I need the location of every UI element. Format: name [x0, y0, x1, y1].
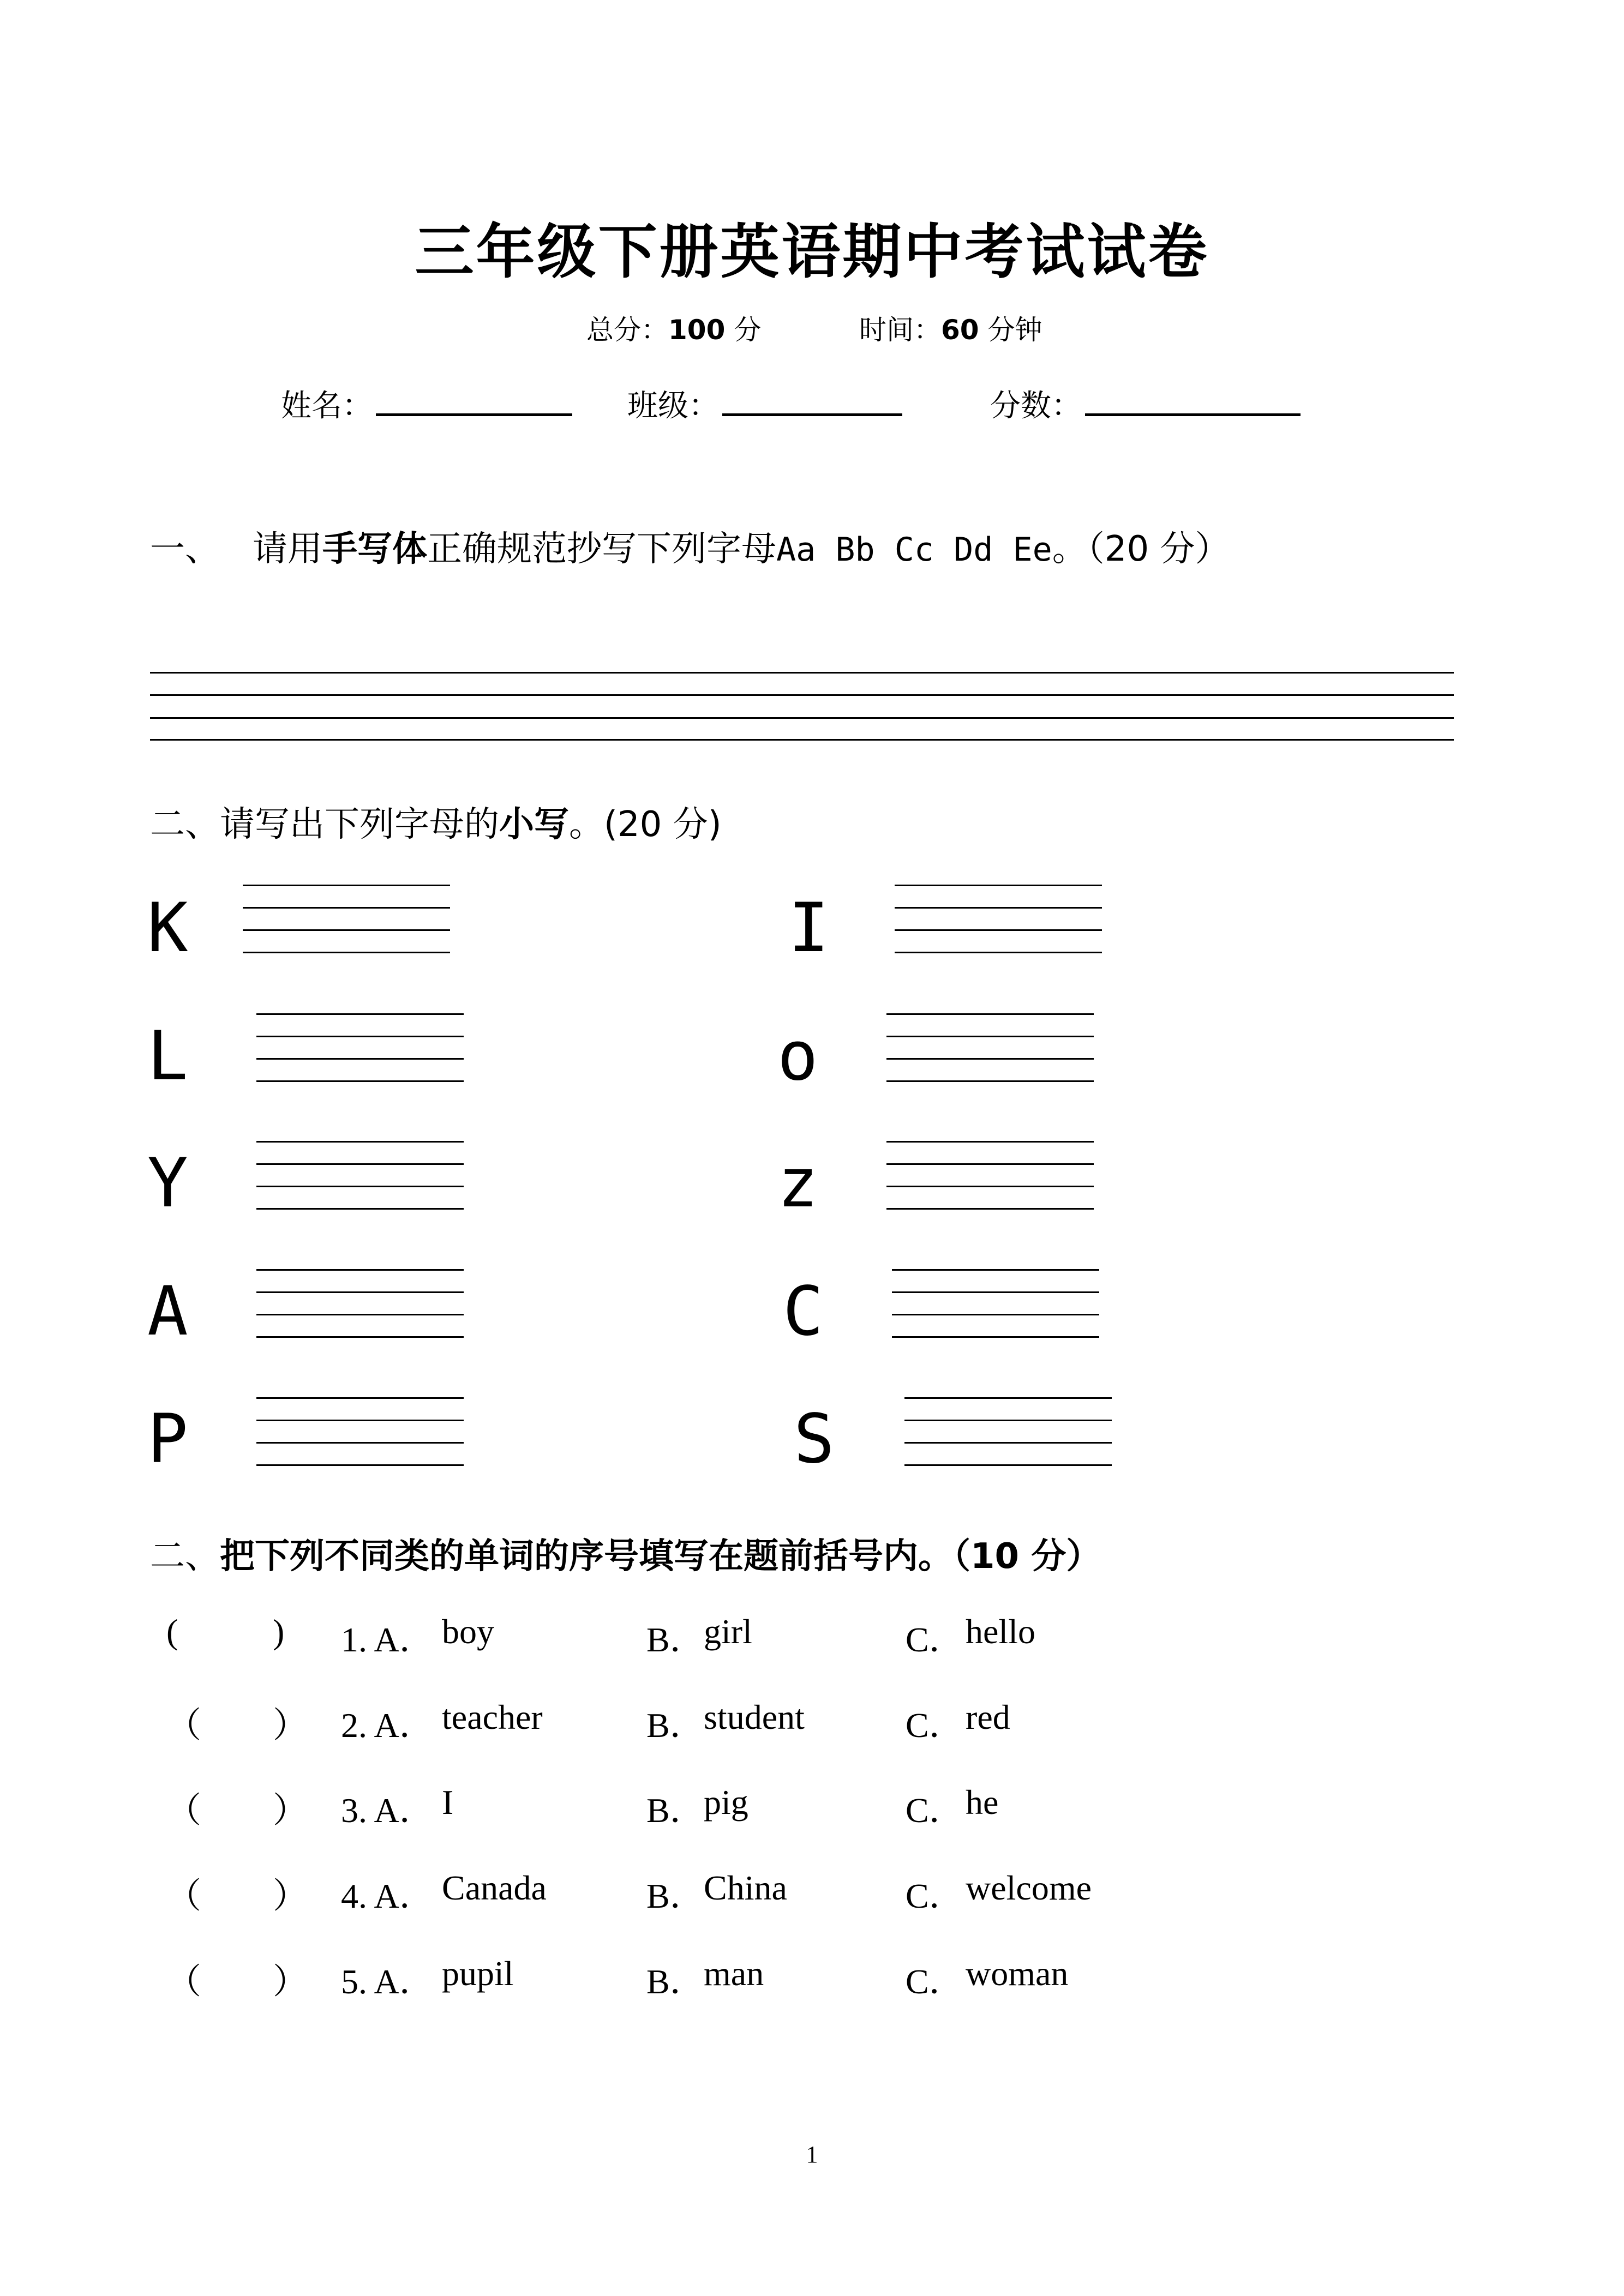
option-b: pig — [704, 1783, 748, 1822]
option-c-label: C． — [906, 1962, 964, 2001]
class-label: 班级： — [627, 388, 719, 424]
writing-line — [886, 1163, 1094, 1165]
writing-line — [892, 1269, 1099, 1271]
writing-line — [256, 1013, 464, 1015]
option-b-label: B． — [646, 1706, 705, 1745]
uppercase-letter: A — [147, 1272, 188, 1351]
writing-line — [256, 1442, 464, 1444]
section2-heading-before: 二、请写出下列字母的 — [150, 804, 499, 845]
option-a: I — [442, 1783, 454, 1822]
time-value: 60 — [941, 314, 979, 346]
writing-line — [895, 952, 1102, 953]
writing-line — [256, 1036, 464, 1037]
section3-heading — [150, 1528, 1101, 1578]
answer-paren-close[interactable]: ） — [273, 1962, 308, 2001]
section1-number: 一、 — [150, 529, 220, 569]
writing-line — [886, 1013, 1094, 1015]
section1-text-bold: 手写体 — [322, 529, 427, 569]
option-b-label: B． — [646, 1620, 705, 1659]
option-a: pupil — [442, 1954, 514, 1993]
writing-line — [150, 694, 1454, 696]
section3-heading-points: 10 — [970, 1536, 1020, 1577]
option-a: teacher — [442, 1698, 543, 1736]
section3-heading-number: 二、 — [150, 1536, 220, 1577]
page-title: 三年级下册英语期中考试试卷 — [415, 218, 1209, 286]
letter: I — [788, 889, 829, 967]
score-label: 分数： — [990, 388, 1082, 424]
question-number: 5. A． — [341, 1962, 434, 2001]
writing-line — [256, 1141, 464, 1143]
class-blank[interactable] — [722, 386, 902, 416]
writing-line — [904, 1420, 1112, 1421]
writing-line — [886, 1036, 1094, 1037]
writing-line — [904, 1442, 1112, 1444]
option-c: red — [966, 1698, 1010, 1736]
option-b-label: B． — [646, 1791, 705, 1830]
writing-line — [256, 1080, 464, 1082]
writing-line — [243, 929, 450, 931]
option-b: student — [704, 1698, 805, 1736]
answer-paren-open[interactable]: （ — [166, 1706, 201, 1745]
writing-line — [256, 1186, 464, 1187]
writing-line — [904, 1397, 1112, 1399]
uppercase-letter: P — [147, 1400, 188, 1478]
writing-line — [256, 1058, 464, 1060]
writing-line — [892, 1336, 1099, 1338]
name-blank[interactable] — [376, 386, 572, 416]
writing-line — [150, 739, 1454, 741]
option-a: boy — [442, 1612, 494, 1651]
section1-text-before: 请用 — [253, 529, 322, 569]
exam-time — [859, 308, 1042, 347]
total-label: 总分： — [586, 314, 668, 346]
option-c-label: C． — [906, 1791, 964, 1830]
time-unit: 分钟 — [987, 314, 1042, 346]
option-b-label: B． — [646, 1877, 705, 1915]
uppercase-letter: K — [147, 889, 188, 967]
writing-line — [895, 885, 1102, 886]
writing-line — [904, 1464, 1112, 1466]
name-field — [281, 382, 572, 425]
answer-paren-open[interactable]: （ — [166, 1962, 201, 2001]
writing-line — [895, 929, 1102, 931]
writing-line — [886, 1058, 1094, 1060]
option-b: China — [704, 1868, 787, 1907]
writing-line — [256, 1163, 464, 1165]
option-b: girl — [704, 1612, 752, 1651]
answer-paren-open[interactable]: （ — [166, 1877, 201, 1915]
writing-line — [150, 717, 1454, 719]
answer-paren-open[interactable]: ( — [166, 1612, 178, 1651]
question-number: 1. A． — [341, 1620, 434, 1659]
section1-text-end: 。（20 分） — [1052, 529, 1230, 569]
writing-line — [886, 1186, 1094, 1187]
answer-paren-close[interactable]: ) — [273, 1612, 285, 1651]
answer-paren-close[interactable]: ） — [273, 1706, 308, 1745]
section3-heading-text: 把下列不同类的单词的序号填写在题前括号内。（ — [220, 1536, 970, 1577]
answer-paren-close[interactable]: ） — [273, 1791, 308, 1830]
option-c-label: C． — [906, 1877, 964, 1915]
writing-line — [256, 1397, 464, 1399]
uppercase-letter: L — [147, 1017, 188, 1096]
answer-paren-close[interactable]: ） — [273, 1877, 308, 1915]
section1-letters: Aa Bb Cc Dd Ee — [776, 531, 1052, 569]
letter: S — [794, 1400, 835, 1478]
total-unit: 分 — [734, 314, 762, 346]
writing-line — [256, 1464, 464, 1466]
page-number: 1 — [806, 2141, 818, 2168]
writing-line — [256, 1420, 464, 1421]
question-number: 2. A． — [341, 1706, 434, 1745]
section2-heading-bold: 小写 — [499, 804, 569, 845]
writing-line — [256, 1314, 464, 1315]
writing-line — [243, 885, 450, 886]
name-label: 姓名： — [281, 388, 373, 424]
option-c: he — [966, 1783, 999, 1822]
section2-heading — [150, 796, 722, 846]
letter: o — [777, 1017, 818, 1096]
class-field — [627, 382, 902, 425]
time-label: 时间： — [859, 314, 941, 346]
writing-line — [895, 907, 1102, 909]
writing-line — [150, 672, 1454, 674]
option-c: woman — [966, 1954, 1069, 1993]
writing-line — [892, 1291, 1099, 1293]
writing-line — [256, 1208, 464, 1210]
section1-text-after: 正确规范抄写下列字母 — [427, 529, 776, 569]
section1-heading — [150, 521, 1230, 571]
writing-line — [256, 1269, 464, 1271]
answer-paren-open[interactable]: （ — [166, 1791, 201, 1830]
score-blank[interactable] — [1085, 386, 1301, 416]
writing-line — [886, 1080, 1094, 1082]
option-c: hello — [966, 1612, 1035, 1651]
total-value: 100 — [668, 314, 726, 346]
writing-line — [256, 1291, 464, 1293]
question-number: 3. A． — [341, 1791, 434, 1830]
option-b-label: B． — [646, 1962, 705, 2001]
writing-line — [243, 952, 450, 953]
writing-line — [256, 1336, 464, 1338]
total-score — [586, 308, 761, 347]
option-a: Canada — [442, 1868, 547, 1907]
letter: C — [783, 1272, 824, 1351]
section2-heading-after: 。(20 分) — [569, 804, 722, 845]
question-number: 4. A． — [341, 1877, 434, 1915]
writing-line — [886, 1141, 1094, 1143]
option-c: welcome — [966, 1868, 1092, 1907]
score-field — [990, 382, 1301, 425]
writing-line — [886, 1208, 1094, 1210]
option-c-label: C． — [906, 1620, 964, 1659]
writing-line — [243, 907, 450, 909]
option-b: man — [704, 1954, 764, 1993]
section3-heading-end: 分） — [1019, 1536, 1101, 1577]
uppercase-letter: Y — [147, 1144, 188, 1223]
option-c-label: C． — [906, 1706, 964, 1745]
letter: z — [777, 1144, 818, 1223]
writing-line — [892, 1314, 1099, 1315]
